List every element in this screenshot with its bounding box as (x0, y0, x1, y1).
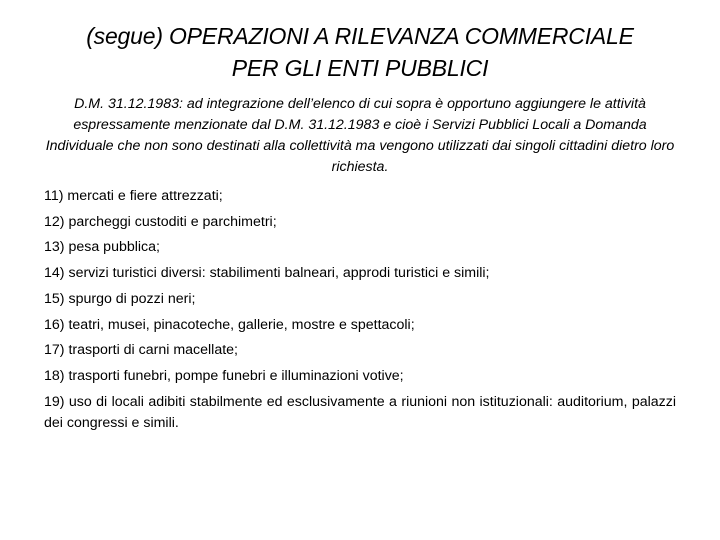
item-text: trasporti di carni macellate; (68, 342, 238, 359)
item-number: 16) (44, 316, 65, 333)
list-item (44, 287, 676, 313)
item-text: spurgo di pozzi neri; (68, 290, 196, 307)
services-list (44, 184, 676, 435)
item-text: parcheggi custoditi e parchimetri; (68, 213, 277, 230)
item-number: 19) (44, 393, 65, 410)
slide-title (40, 20, 680, 84)
list-item (44, 364, 676, 390)
list-item (44, 184, 676, 210)
title-line-1: (segue) OPERAZIONI A RILEVANZA COMMERCIALE (86, 23, 634, 49)
list-item (44, 210, 676, 236)
title-line-2: PER GLI ENTI PUBBLICI (231, 55, 489, 81)
item-number: 13) (44, 239, 65, 256)
list-item (44, 235, 676, 261)
item-number: 14) (44, 265, 65, 282)
item-text: teatri, musei, pinacoteche, gallerie, mostre e spettacoli; (68, 316, 415, 333)
list-item (44, 261, 676, 287)
item-text: mercati e fiere attrezzati; (67, 188, 223, 204)
item-number: 12) (44, 213, 65, 230)
item-text: uso di locali adibiti stabilmente ed esclusivamente a riunioni non istituzionali: auditorium, palazzi dei congressi e simili. (44, 393, 676, 432)
list-item (44, 338, 676, 364)
item-number: 17) (44, 342, 65, 359)
item-text: pesa pubblica; (68, 239, 160, 256)
item-text: trasporti funebri, pompe funebri e illuminazioni votive; (68, 367, 404, 384)
item-number: 18) (44, 367, 65, 384)
list-item (44, 313, 676, 339)
item-text: servizi turistici diversi: stabilimenti balneari, approdi turistici e simili; (68, 265, 490, 282)
item-number: 15) (44, 290, 65, 307)
list-item (44, 390, 676, 435)
intro-paragraph: D.M. 31.12.1983: ad integrazione dell’elenco di cui sopra è opportuno aggiungere le attività espressamente menzionate dal D.M. 31.12.1983 e cioè i Servizi Pubblici Locali a Domanda Individuale che non sono destinati alla collettività ma vengono utilizzati dai singoli cittadini dietro loro richiesta. (45, 96, 675, 175)
item-number: 11) (44, 188, 64, 204)
